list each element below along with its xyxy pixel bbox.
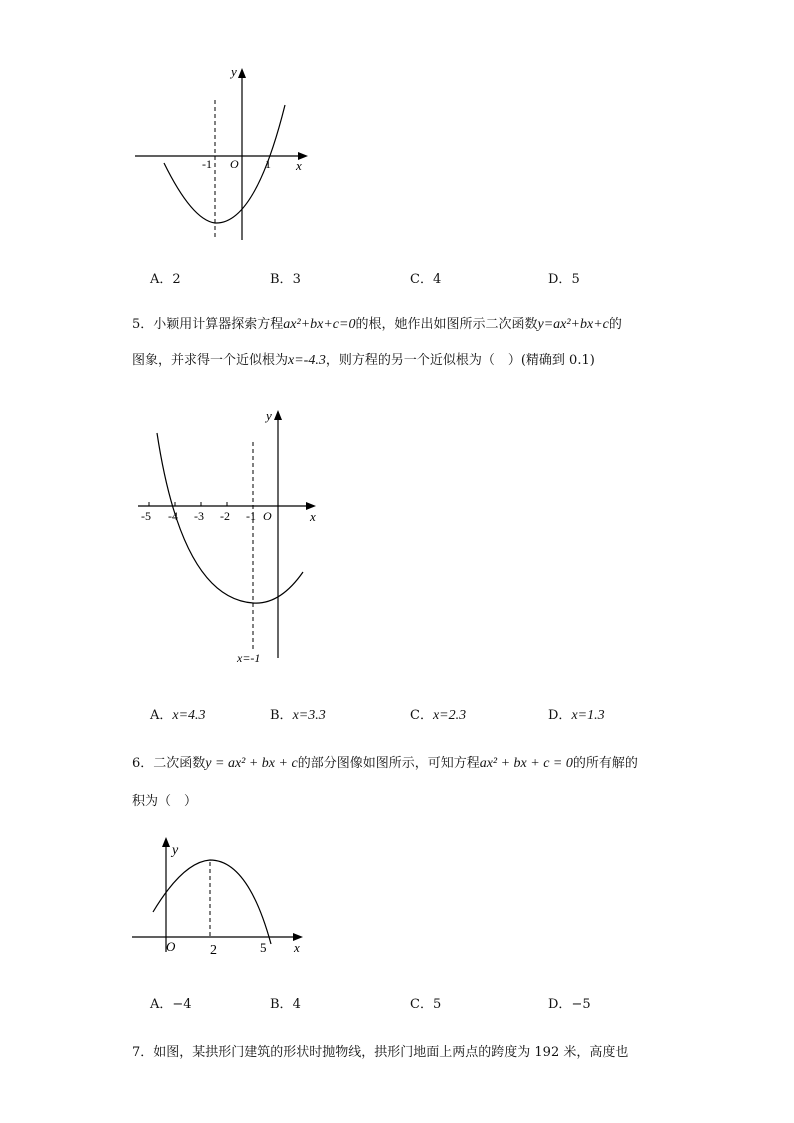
option-d[interactable] xyxy=(548,268,580,287)
y-label: y xyxy=(172,843,179,858)
parabola-curve xyxy=(157,433,303,603)
option-c[interactable] xyxy=(410,268,441,287)
option-letter: B． xyxy=(270,272,293,287)
q6-text: 6．二次函数 xyxy=(132,756,206,771)
origin-label: O xyxy=(230,157,239,171)
option-a[interactable] xyxy=(150,704,206,724)
q5-function: y=ax²+bx+c xyxy=(537,317,609,332)
option-b[interactable] xyxy=(270,704,326,724)
q6-equation: ax² + bx + c = 0 xyxy=(479,756,573,771)
option-b[interactable] xyxy=(270,268,301,287)
question-5-line-1 xyxy=(132,313,622,333)
option-letter: B． xyxy=(270,997,293,1012)
option-value: 2 xyxy=(172,272,181,287)
option-value: 4 xyxy=(432,272,442,287)
option-value: −5 xyxy=(571,997,591,1012)
figure-1-parabola xyxy=(130,60,320,250)
option-letter: A． xyxy=(150,272,173,287)
y-label: y xyxy=(231,64,237,79)
tick-label: -3 xyxy=(194,509,204,523)
option-a[interactable] xyxy=(150,268,181,287)
tick-label: -1 xyxy=(246,509,256,523)
tick-label: 2 xyxy=(210,943,217,958)
parabola-curve xyxy=(153,860,271,944)
x-label: x xyxy=(310,509,316,524)
option-letter: A． xyxy=(150,708,173,723)
q6-text: 的部分图像如图所示，可知方程 xyxy=(297,756,480,771)
question-6-line-2 xyxy=(132,790,197,809)
option-letter: C． xyxy=(410,708,433,723)
option-c[interactable] xyxy=(410,704,466,724)
y-axis-arrow xyxy=(274,410,282,420)
x-label: x xyxy=(296,158,302,173)
figure-2-parabola xyxy=(130,400,330,670)
option-value: x=3.3 xyxy=(292,708,326,723)
q5-text: ，则方程的另一个近似根为（ ）(精确到 0.1) xyxy=(325,353,595,368)
tick-label: -5 xyxy=(141,509,151,523)
option-letter: A． xyxy=(150,997,173,1012)
q7-text: 7．如图，某拱形门建筑的形状时抛物线，拱形门地面上两点的跨度为 192 米，高度也 xyxy=(132,1045,629,1060)
origin-label: O xyxy=(166,939,176,954)
x-label: x xyxy=(294,940,300,955)
q5-text: 5．小颖用计算器探索方程 xyxy=(132,317,284,332)
question-6-line-1 xyxy=(132,752,638,772)
option-c[interactable] xyxy=(410,993,441,1012)
origin-label: O xyxy=(263,509,272,523)
option-d[interactable] xyxy=(548,993,591,1012)
option-value: 4 xyxy=(292,997,301,1012)
tick-label: 1 xyxy=(265,157,271,171)
y-axis-arrow xyxy=(162,837,170,847)
q5-text: 图象，并求得一个近似根为 xyxy=(132,353,289,368)
q5-root: x=-4.3 xyxy=(288,353,326,368)
symmetry-axis-label: x=-1 xyxy=(237,651,261,665)
option-value: x=4.3 xyxy=(172,708,206,723)
figure-3-parabola xyxy=(128,832,318,962)
option-letter: B． xyxy=(270,708,293,723)
q6-text: 的所有解的 xyxy=(572,756,638,771)
y-axis-arrow xyxy=(238,68,246,78)
tick-label: -1 xyxy=(202,157,212,171)
tick-marks xyxy=(149,502,227,506)
tick-label: -2 xyxy=(220,509,230,523)
option-letter: D． xyxy=(548,708,572,723)
tick-label: -4 xyxy=(168,509,178,523)
q5-equation: ax²+bx+c=0 xyxy=(283,317,356,332)
option-value: 3 xyxy=(292,272,301,287)
option-b[interactable] xyxy=(270,993,301,1012)
q5-text: 的 xyxy=(608,317,622,332)
option-letter: C． xyxy=(410,997,433,1012)
tick-label: 5 xyxy=(260,940,267,955)
option-value: −4 xyxy=(172,997,192,1012)
option-value: 5 xyxy=(571,272,580,287)
option-letter: D． xyxy=(548,272,572,287)
option-value: 5 xyxy=(432,997,442,1012)
q6-text: 积为（ ） xyxy=(132,794,198,809)
q6-function: y = ax² + bx + c xyxy=(205,756,298,771)
option-a[interactable] xyxy=(150,993,192,1012)
question-7-line-1 xyxy=(132,1041,628,1060)
question-5-line-2 xyxy=(132,349,595,369)
y-label: y xyxy=(266,408,272,423)
option-value: x=1.3 xyxy=(571,708,605,723)
q5-text: 的根，她作出如图所示二次函数 xyxy=(355,317,538,332)
option-letter: D． xyxy=(548,997,572,1012)
option-letter: C． xyxy=(410,272,433,287)
option-value: x=2.3 xyxy=(432,708,467,723)
option-d[interactable] xyxy=(548,704,605,724)
